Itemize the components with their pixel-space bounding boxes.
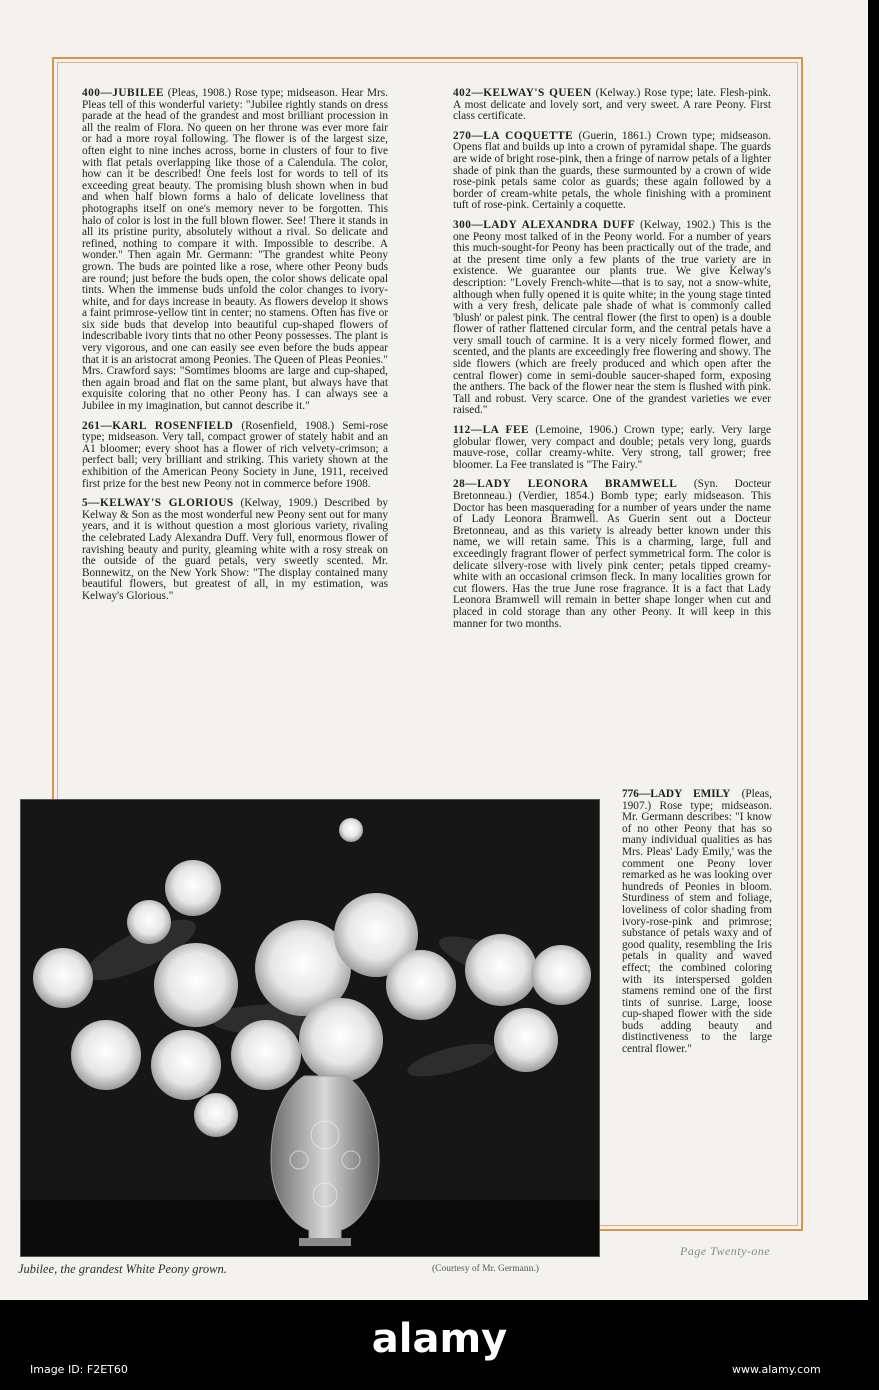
peony-photograph bbox=[20, 799, 600, 1257]
peony-vase-illustration bbox=[21, 800, 599, 1256]
entry-title: 28—LADY LEONORA BRAMWELL bbox=[453, 478, 678, 491]
entry-karl-rosenfield bbox=[82, 421, 388, 491]
entry-title: 400—JUBILEE bbox=[82, 87, 165, 99]
entry-la-fee bbox=[453, 425, 771, 471]
entry-body: (Guerin, 1861.) Crown type; midseason. Opens flat and builds up into a crown of pyramidal shape. The guards are wide of bright rose-pink, then a fringe of narrow petals of a lighter shade of pink than the guards, these surmounted by a crown of wide rose-pink petals same color as guards; these again followed by a border of cream-white petals, the whole finishing with a prominent tuft of rose-pink. Certainly a coquette. bbox=[453, 129, 771, 212]
watermark-url: www.alamy.com bbox=[732, 1363, 821, 1376]
entry-title: 776—LADY EMILY bbox=[622, 788, 731, 800]
entry-body: (Kelway, 1909.) Described by Kelway & Son as the most wonderful new Peony sent out for many years, and it is without question a most glorious variety, rivaling the celebrated Lady Alexandra Duff. Very full, enormous flower of ravishing beauty and purity, gleaming white with a rosy streak on the outside of the guard petals, very sweetly scented. Mr. Bonnewitz, on the New York Show: "The display contained many beautiful flowers, but greatest of all, in my estimation, was Kelway's Glorious." bbox=[82, 497, 388, 602]
entry-title: 261—KARL ROSENFIELD bbox=[82, 419, 234, 432]
entry-body: (Pleas, 1908.) Rose type; midseason. Hear Mrs. Pleas tell of this wonderful variety: "Jubilee rightly stands on dress parade at the head of the grandest and most brilliant procession in all the realm of Flora. No queen on her throne was ever more fair or had a more royal following. The flower is of the largest size, often eight to nine inches across, borne in clusters of four to five with flat petals overlapping like those of a Calendula. The color, how can it be described! One feels lost for words to tell of its exceeding great beauty. The promising blush shown when in bud and when half blown forms a halo of delicate loveliness that photographs itself on one's memory never to be forgotten. This halo of color is lost in the full blown flower. See! There it stands in all its pristine purity, absolutely without a rival. So delicate and refined, nothing to compare it with. Impossible to describe. A wonder." Then again Mr. Germann: "The grandest white Peony grown. The buds are pointed like a rose, where other Peony buds are round; just before the buds open, the color shows delicate opal tints. When the immense buds unfold the color changes to ivory-white, and for days increase in beauty. As flowers develop it shows a faint primrose-yellow tint in center; no stamens. Often has five or six side buds that develop into beautiful cup-shaped flowers of indescribable ivory tints that no other Peony possesses. The plant is very vigorous, and one can easily see even before the buds appear that it is an aristocrat among Peonies. The Queen of Pleas Peonies." Mrs. Crawford says: "Somtimes blooms are large and cup-shaped, then again broad and flat on the same plant, but always have that exquisite coloring that no other Peony has. I can always see a Jubilee in my imagination, but cannot describe it." bbox=[82, 87, 389, 413]
entry-kelways-queen bbox=[453, 88, 771, 123]
entry-jubilee bbox=[82, 88, 388, 413]
entry-title: 402—KELWAY'S QUEEN bbox=[453, 87, 592, 99]
entry-body: (Pleas, 1907.) Rose type; midseason. Mr. Germann describes: "I know of no other Peony that has so many individual qualities as has Mrs. Pleas' Lady Emily,' was the comment one Peony lover remarked as he was looking over hundreds of Peonies in bloom. Sturdiness of stem and foliage, loveliness of color shading from ivory-rose-pink and primrose; substance of petals waxy and of good quality, resembling the Iris petals in quality and waved effect; the combined coloring with its interspersed golden stamens remind one of the first tints of sunrise. Large, loose cup-shaped flower with the side buds adding beauty and distinctiveness to the large central flower." bbox=[622, 788, 772, 1056]
entry-body: (Syn. Docteur Bretonneau.) (Verdier, 1854.) Bomb type; early midseason. This Doctor has been masquerading for a number of years under the name of Lady Leonora Bramwell. As Guerin sent out a Docteur Bretonneau, and as this variety is already better known under this name, we will retain same. This is a charming, large, full and exceedingly fragrant flower of perfect symmetrical form. The color is delicate silvery-rose with lively pink center; petals tipped creamy-white with an occasional crimson fleck. In many localities grown for cut flowers. Has the true June rose fragrance. It is a fact that Lady Leonora Bramwell will remain in better shape longer when cut and placed in cold storage than any other Peony. It will keep in this manner for two months. bbox=[453, 478, 772, 630]
side-entry-lady-emily bbox=[622, 789, 772, 1056]
entry-title: 112—LA FEE bbox=[453, 424, 530, 437]
entry-title: 300—LADY ALEXANDRA DUFF bbox=[453, 218, 636, 231]
watermark-logo: alamy bbox=[371, 1316, 508, 1362]
photo-caption: Jubilee, the grandest White Peony grown. bbox=[18, 1262, 227, 1276]
entry-title: 5—KELWAY'S GLORIOUS bbox=[82, 497, 234, 510]
entry-kelways-glorious bbox=[82, 498, 388, 602]
page-number: Page Twenty-one bbox=[680, 1244, 771, 1258]
entry-la-coquette bbox=[453, 131, 771, 212]
entry-lady-alexandra-duff bbox=[453, 220, 771, 417]
entry-body: (Kelway, 1902.) This is the one Peony most talked of in the Peony world. For a number of years this much-sought-for Peony has been practically out of the trade, and at the present time only a few plants of the true variety are in existence. We guarantee our plants true. We give Kelway's description: "Lovely French-white—that is to say, not a snow-white, although when fully opened it is quite white; in the young stage tinted with a very fresh, delicate pale shade of what is commonly called 'blush' or palest pink. The central flower (the first to open) is a double flower of rather flattened circular form, and the central petals have a very small touch of carmine. It is a very nicely formed flower, and scented, and the plants are exceedingly free flowering and showy. The side flowers (which are freely produced and which open after the central flower) come in semi-double saucer-shaped form, exposing the anthers. The back of the flower near the stem is flushed with pink. Tall and robust. Very scarce. One of the grandest varieties we ever raised." bbox=[453, 218, 771, 417]
right-column bbox=[453, 88, 771, 638]
entry-body: (Lemoine, 1906.) Crown type; early. Very large globular flower, very compact and double; petals very long, guards mauve-rose, collar creamy-white. Very strong, tall grower; free bloomer. La Fee translated is "The Fairy." bbox=[453, 424, 772, 471]
entry-body: (Rosenfield, 1908.) Semi-rose type; midseason. Very tall, compact grower of stately habit and an A1 bloomer; every shoot has a flower of rich velvety-crimson; a perfect ball; very brilliant and striking. This variety shown at the exhibition of the American Peony Society in June, 1911, received first prize for the best new Peony not in commerce before 1908. bbox=[82, 419, 389, 490]
entry-body: (Kelway.) Rose type; late. Flesh-pink. A most delicate and lovely sort, and very sweet. A rare Peony. First class certificate. bbox=[453, 87, 771, 123]
entry-lady-leonora-bramwell bbox=[453, 479, 771, 630]
left-column bbox=[82, 88, 388, 611]
entry-title: 270—LA COQUETTE bbox=[453, 129, 574, 142]
watermark-image-id: Image ID: F2ET60 bbox=[30, 1363, 128, 1376]
photo-credit: (Courtesy of Mr. Germann.) bbox=[432, 1264, 539, 1274]
